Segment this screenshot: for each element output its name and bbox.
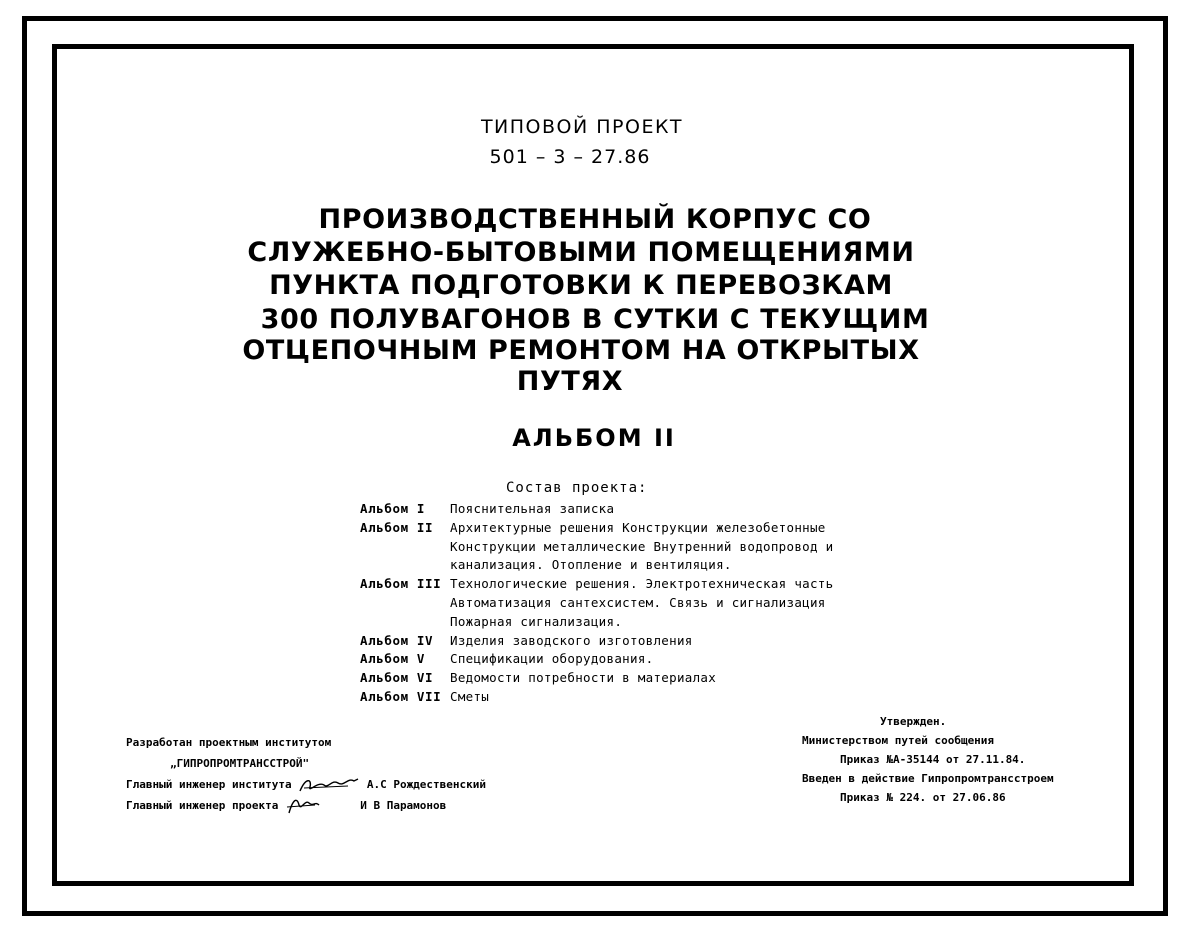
album-description: Архитектурные решения Конструкции железобетонные Конструкции металлические Внутренний водопровод и канализация. Отопление и вентиляция. xyxy=(450,519,834,573)
title-line: СЛУЖЕБНО-БЫТОВЫМИ ПОМЕЩЕНИЯМИ xyxy=(247,237,915,268)
typical-project-label: ТИПОВОЙ ПРОЕКТ xyxy=(480,116,684,138)
title-line: ПУНКТА ПОДГОТОВКИ К ПЕРЕВОЗКАМ xyxy=(269,270,893,301)
institute-name: „ГИПРОПРОМТРАНССТРОЙ" xyxy=(170,757,310,770)
approval-block xyxy=(800,712,1054,807)
album-label: Альбом VII xyxy=(360,688,442,704)
album-label: Альбом VI xyxy=(360,670,434,686)
enacted-line: Введен в действие Гипропромтрансстроем xyxy=(802,772,1054,785)
album-description: Изделия заводского изготовления xyxy=(450,632,693,648)
album-label: Альбом III xyxy=(360,576,442,592)
albums-list xyxy=(360,500,870,707)
chief-engineer-institute-row xyxy=(126,774,486,795)
developer-block xyxy=(126,732,486,817)
album-row xyxy=(360,632,870,651)
album-label: Альбом V xyxy=(360,651,426,667)
developer-line: Разработан проектным институтом xyxy=(126,736,332,749)
signature-icon xyxy=(298,775,360,795)
album-row xyxy=(360,688,870,707)
album-description: Сметы xyxy=(450,688,490,704)
album-label: Альбом I xyxy=(360,501,426,516)
approved-label: Утвержден. xyxy=(880,715,947,728)
chief-engineer-project-label: Главный инженер проекта xyxy=(126,799,279,812)
order-line: Приказ № 224. от 27.06.86 xyxy=(840,791,1006,804)
album-label: Альбом II xyxy=(360,519,434,535)
album-row xyxy=(360,669,870,688)
order-line: Приказ №А-35144 от 27.11.84. xyxy=(840,753,1026,766)
title-line: ОТЦЕПОЧНЫМ РЕМОНТОМ НА ОТКРЫТЫХ xyxy=(242,335,920,366)
composition-heading: Состав проекта: xyxy=(506,480,648,496)
chief-engineer-project-name: И В Парамонов xyxy=(360,799,447,812)
album-row xyxy=(360,650,870,669)
album-description: Технологические решения. Электротехническая часть Автоматизация сантехсистем. Связь и сигнализация Пожарная сигнализация. xyxy=(450,576,834,629)
signature-icon xyxy=(285,795,325,817)
album-description: Пояснительная записка xyxy=(450,501,615,516)
ministry-line: Министерством путей сообщения xyxy=(802,734,995,747)
album-heading: АЛЬБОМ II xyxy=(512,424,676,452)
album-row xyxy=(360,519,870,575)
title-line: ПУТЯХ xyxy=(516,366,624,397)
chief-engineer-institute-name: А.С Рождественский xyxy=(366,778,487,791)
project-code: 501 – 3 – 27.86 xyxy=(489,146,651,168)
album-description: Спецификации оборудования. xyxy=(450,651,654,667)
album-label: Альбом IV xyxy=(360,632,434,648)
title-line: ПРОИЗВОДСТВЕННЫЙ КОРПУС СО xyxy=(318,204,872,235)
title-line: 300 ПОЛУВАГОНОВ В СУТКИ С ТЕКУЩИМ xyxy=(260,304,930,335)
album-row xyxy=(360,500,870,519)
album-row xyxy=(360,575,870,631)
album-description: Ведомости потребности в материалах xyxy=(450,670,717,686)
chief-engineer-institute-label: Главный инженер института xyxy=(126,778,292,791)
chief-engineer-project-row xyxy=(126,795,486,817)
